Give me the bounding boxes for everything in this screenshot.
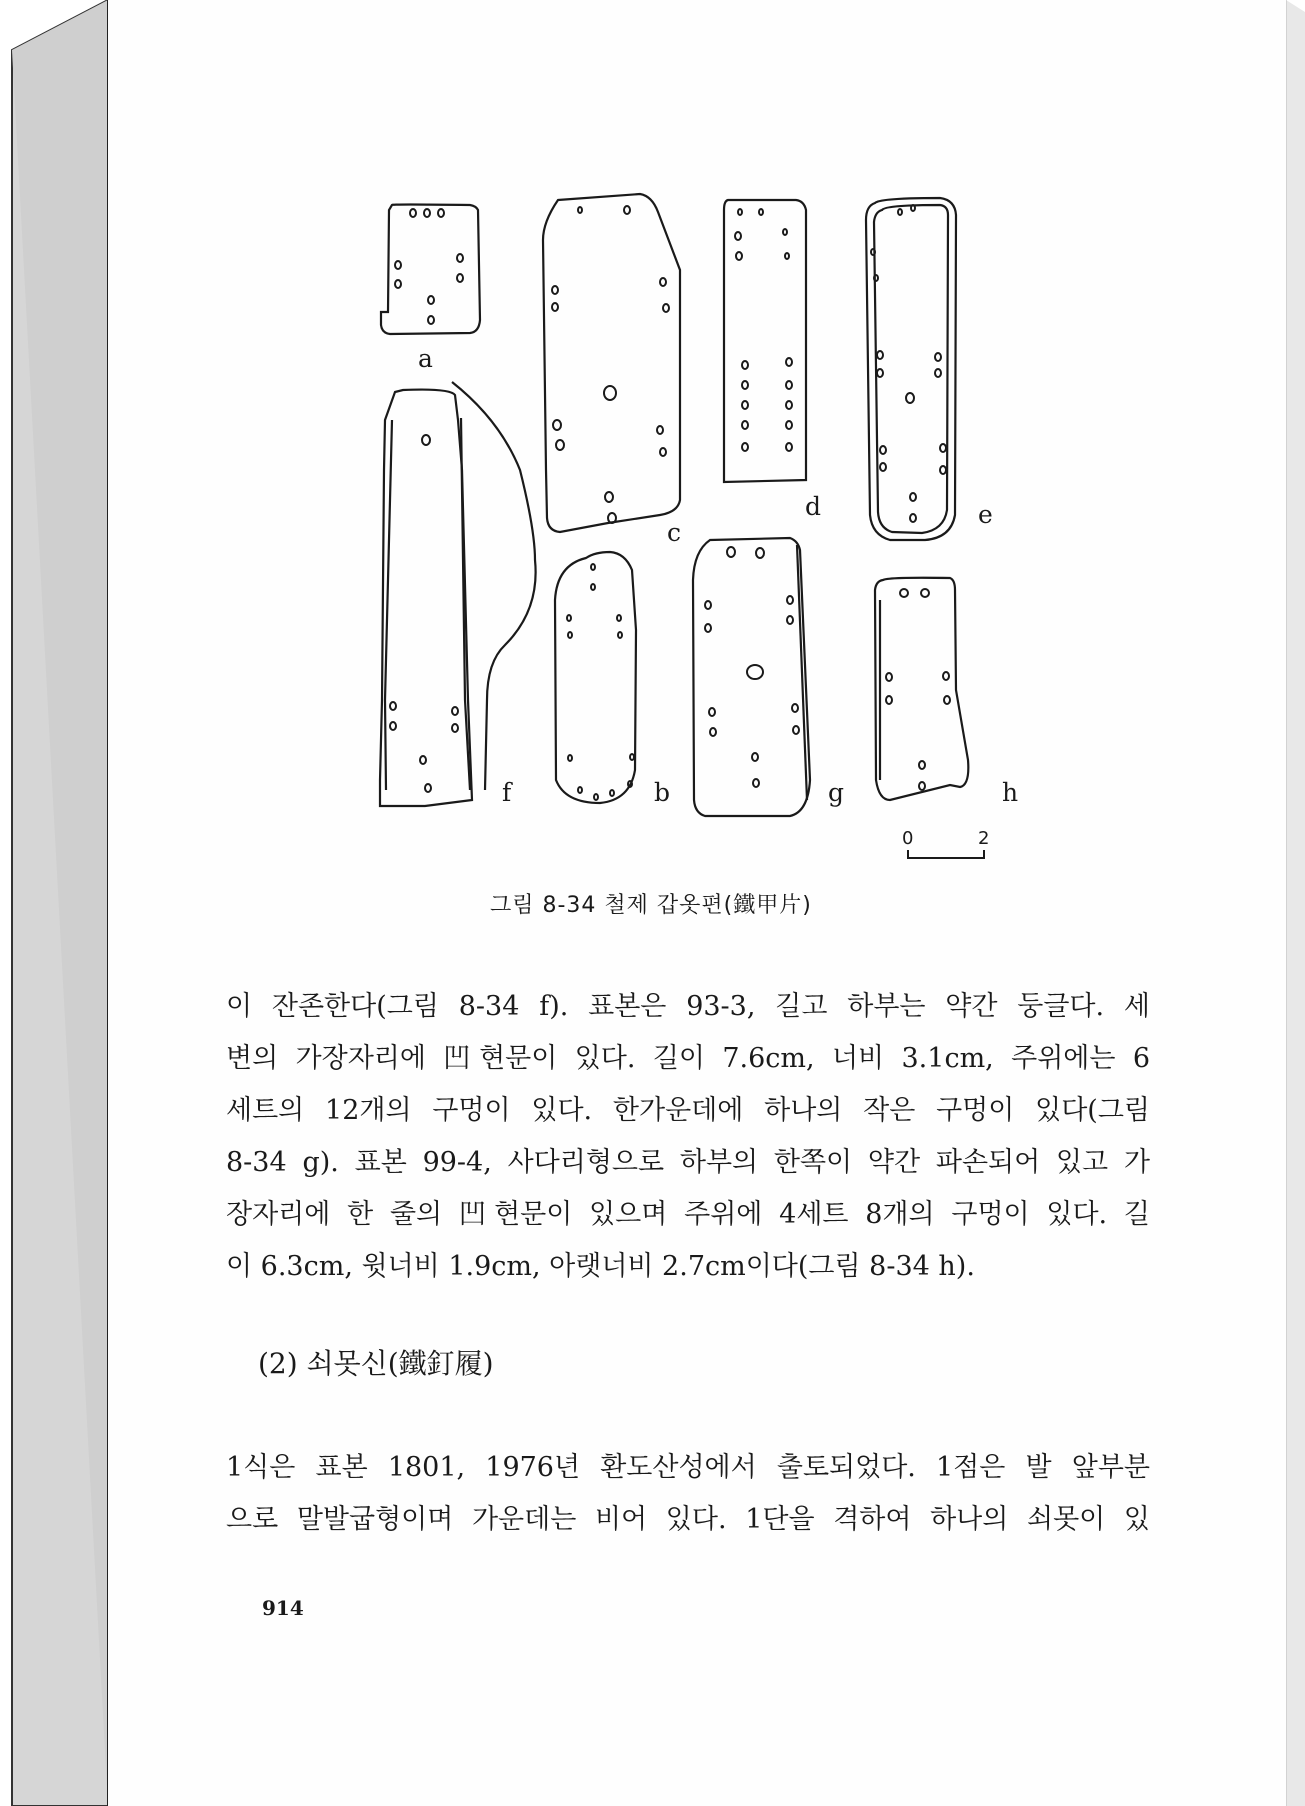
text-line: 이 잔존한다(그림 8-34 f). 표본은 93-3, 길고 하부는 약간 둥글다. 세 [226,991,1150,1022]
text-line: 장자리에 한 줄의 凹현문이 있으며 주위에 4세트 8개의 구멍이 있다. 길 [226,1199,1150,1230]
label-h: h [1002,778,1019,807]
label-g: g [828,778,845,807]
section-heading: (2) 쇠못신(鐵釘履) [258,1347,494,1380]
text-line: 세트의 12개의 구멍이 있다. 한가운데에 하나의 작은 구멍이 있다(그림 [226,1095,1150,1126]
text-line: 으로 말발굽형이며 가운데는 비어 있다. 1단을 격하여 하나의 쇠못이 있 [226,1504,1150,1535]
plate-g [693,538,810,816]
text-line: 변의 가장자리에 凹현문이 있다. 길이 7.6cm, 너비 3.1cm, 주위에는 6 [226,1043,1150,1074]
text-line: 8-34 g). 표본 99-4, 사다리형으로 하부의 한쪽이 약간 파손되어 있고 가 [226,1147,1150,1178]
plate-c [543,194,680,532]
label-a: a [418,344,433,373]
text-line: 1식은 표본 1801, 1976년 환도산성에서 출토되었다. 1점은 발 앞부분 [226,1452,1150,1483]
label-d: d [805,492,822,521]
label-e: e [978,500,993,529]
plate-f [380,390,472,806]
paragraph-2 [226,1442,1150,1546]
figure-caption: 그림 8-34 철제 갑옷편(鐵甲片) [490,893,812,918]
scale-bar [908,850,984,858]
page-number: 914 [262,1596,304,1620]
plate-b [555,552,636,803]
plate-a [381,205,480,335]
scale-end: 2 [978,828,990,849]
label-c: c [667,518,682,547]
plate-d [724,200,806,482]
label-b: b [654,778,671,807]
scale-start: 0 [902,828,914,849]
text-line: 이 6.3cm, 윗너비 1.9cm, 아랫너비 2.7cm이다(그림 8-34 h). [226,1251,975,1282]
paragraph-1 [226,981,1150,1293]
label-f: f [502,778,512,807]
plate-h [875,578,968,800]
